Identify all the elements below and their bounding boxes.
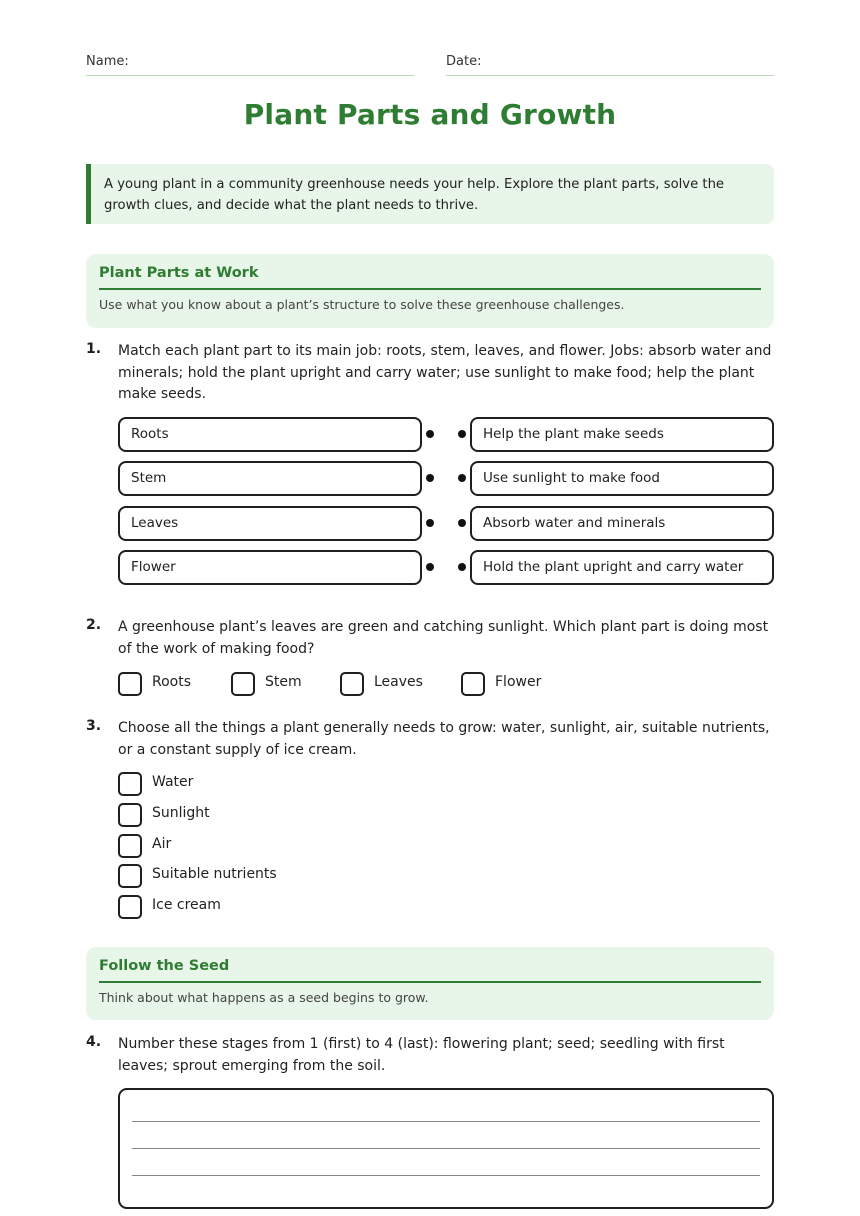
question-number: 2. <box>86 617 102 633</box>
header-fields <box>86 54 774 76</box>
question-number: 1. <box>86 341 102 357</box>
checkbox[interactable] <box>118 672 142 696</box>
match-dot[interactable] <box>458 474 466 482</box>
name-label: Name: <box>86 54 129 69</box>
option-air[interactable] <box>118 834 774 858</box>
match-right-item[interactable]: Help the plant make seeds <box>470 417 774 452</box>
option-label: Roots <box>152 674 192 690</box>
option-label: Air <box>152 836 172 852</box>
match-left-item[interactable]: Leaves <box>118 506 422 541</box>
answer-line <box>132 1175 760 1176</box>
option-label: Flower <box>495 674 542 690</box>
match-dot[interactable] <box>426 563 434 571</box>
option-ice-cream[interactable] <box>118 895 774 919</box>
date-field[interactable] <box>446 54 774 76</box>
match-dot[interactable] <box>458 519 466 527</box>
checkbox[interactable] <box>118 803 142 827</box>
question-number: 4. <box>86 1034 102 1050</box>
match-left-item[interactable]: Roots <box>118 417 422 452</box>
checkbox[interactable] <box>461 672 485 696</box>
match-row <box>118 506 774 542</box>
question-text: A greenhouse plant’s leaves are green and catching sunlight. Which plant part is doing most of the work of making food? <box>118 619 769 657</box>
match-row <box>118 417 774 453</box>
match-dot[interactable] <box>458 430 466 438</box>
option-label: Stem <box>265 674 302 690</box>
section-subtitle: Use what you know about a plant’s structure to solve these greenhouse challenges. <box>99 297 625 312</box>
match-row <box>118 550 774 586</box>
section-subtitle: Think about what happens as a seed begins to grow. <box>99 990 429 1005</box>
options-row <box>118 672 774 696</box>
match-right-item[interactable]: Absorb water and minerals <box>470 506 774 541</box>
answer-box[interactable] <box>118 1088 774 1209</box>
question-number: 3. <box>86 718 102 734</box>
date-label: Date: <box>446 54 482 69</box>
option-label: Sunlight <box>152 805 210 821</box>
section-title: Plant Parts at Work <box>99 265 761 290</box>
question-text: Number these stages from 1 (first) to 4 (last): flowering plant; seed; seedling with first leaves; sprout emerging from the soil. <box>118 1036 725 1074</box>
name-field[interactable] <box>86 54 414 76</box>
option-water[interactable] <box>118 772 774 796</box>
answer-line <box>132 1148 760 1149</box>
checkbox[interactable] <box>118 834 142 858</box>
question-text: Match each plant part to its main job: roots, stem, leaves, and flower. Jobs: absorb water and minerals; hold the plant upright and carry water; use sunlight to make food; help the plant make seeds. <box>118 343 772 402</box>
option-nutrients[interactable] <box>118 864 774 888</box>
option-label: Water <box>152 774 194 790</box>
match-left-item[interactable]: Flower <box>118 550 422 585</box>
option-label: Suitable nutrients <box>152 866 277 882</box>
section-follow-the-seed <box>86 947 774 1020</box>
match-dot[interactable] <box>426 430 434 438</box>
checkbox[interactable] <box>118 864 142 888</box>
match-row <box>118 461 774 497</box>
section-plant-parts <box>86 254 774 328</box>
match-right-item[interactable]: Use sunlight to make food <box>470 461 774 496</box>
option-label: Leaves <box>374 674 423 690</box>
match-dot[interactable] <box>426 519 434 527</box>
match-left-item[interactable]: Stem <box>118 461 422 496</box>
checkbox[interactable] <box>118 772 142 796</box>
checkbox[interactable] <box>340 672 364 696</box>
page-title: Plant Parts and Growth <box>243 98 617 131</box>
checkbox[interactable] <box>231 672 255 696</box>
option-sunlight[interactable] <box>118 803 774 827</box>
option-label: Ice cream <box>152 897 221 913</box>
match-right-item[interactable]: Hold the plant upright and carry water <box>470 550 774 585</box>
match-dot[interactable] <box>458 563 466 571</box>
match-dot[interactable] <box>426 474 434 482</box>
intro-callout: A young plant in a community greenhouse needs your help. Explore the plant parts, solve the growth clues, and decide what the plant needs to thrive. <box>86 164 774 224</box>
answer-line <box>132 1121 760 1122</box>
question-text: Choose all the things a plant generally needs to grow: water, sunlight, air, suitable nutrients, or a constant supply of ice cream. <box>118 720 770 758</box>
section-title: Follow the Seed <box>99 958 761 983</box>
checkbox[interactable] <box>118 895 142 919</box>
